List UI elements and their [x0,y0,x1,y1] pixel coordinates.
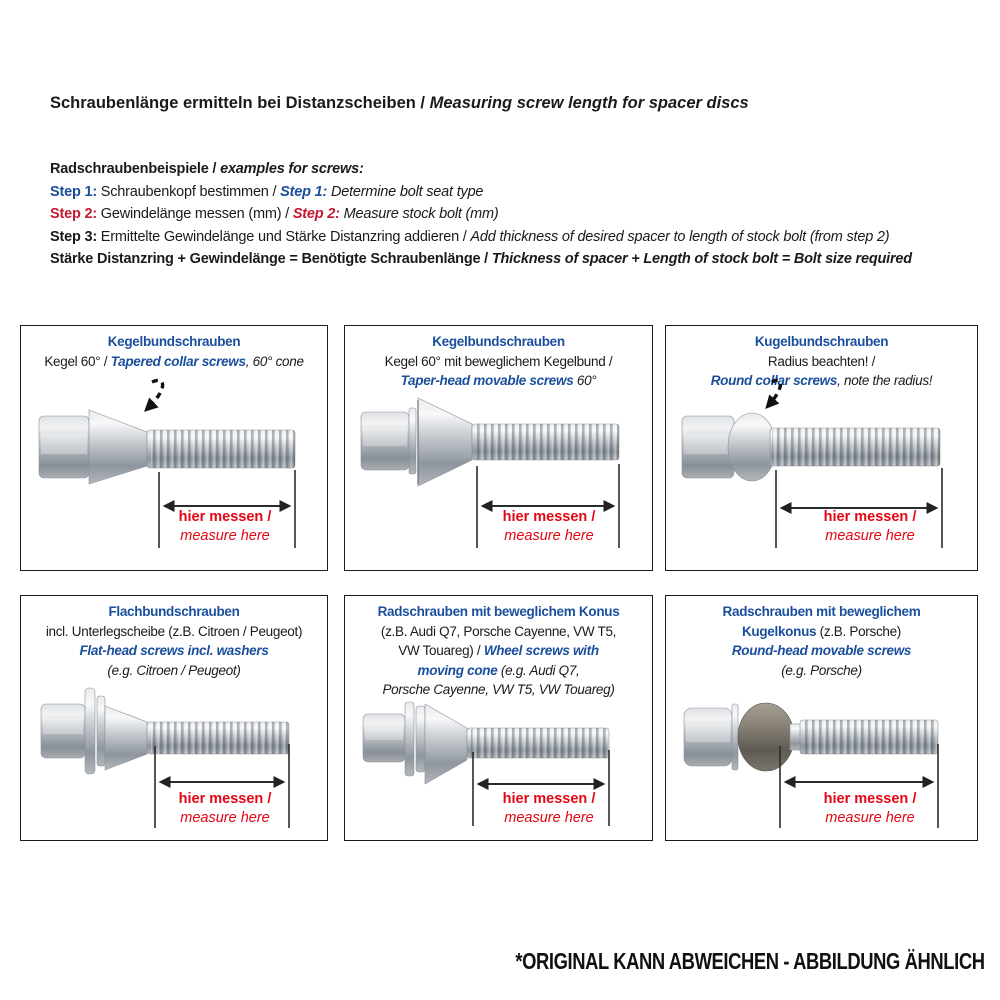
panel-header: Flachbundschrauben incl. Unterlegscheibe (z.B. Citroen / Peugeot) Flat-head screws incl. washers (e.g. Citroen / Peugeot) [45,604,303,678]
measure-label-de: hier messen / [178,791,272,807]
measure-label-de: hier messen / [178,509,272,525]
panel-flat-head-washer [20,595,328,841]
measure-label [139,508,311,546]
measure-label-de: hier messen / [502,791,596,807]
measure-label-en: measure here [180,528,270,544]
measure-label-en: measure here [825,810,915,826]
panel-tapered-collar [20,325,328,571]
measure-label-de: hier messen / [823,509,917,525]
measure-label-en: measure here [504,528,594,544]
panel-header: Kegelbundschrauben Kegel 60° / Tapered collar screws, 60° cone [44,334,304,369]
cone-pointer-arrow-icon [147,380,163,409]
panel-round-collar [665,325,978,571]
measure-label [463,790,635,828]
panel-taper-head-movable [344,325,653,571]
measure-label [463,508,635,546]
measure-label-en: measure here [825,528,915,544]
instructions-block: Radschraubenbeispiele / examples for screws: Step 1: Schraubenkopf bestimmen / Step 1: Determine bolt seat type Step 2: Gewindelänge messen (mm) / Step 2: Measure stock bolt (mm) Step 3: Ermittelte Gewindelänge und Stärke Distanzring addieren / Add thickness of desired spacer to length of stock bolt (from step 2) Stärke Distanzring + Gewindelänge = Benötigte Schraubenlänge / Thickness of spacer + Length of stock bolt = Bolt size required [50,161,912,268]
page-title: Schraubenlänge ermitteln bei Distanzscheiben / Measuring screw length for spacer discs [50,94,749,112]
panel-header: Kegelbundschrauben Kegel 60° mit beweglichem Kegelbund / Taper-head movable screws 60° [384,334,613,388]
measure-label [139,790,311,828]
panel-moving-cone [344,595,653,841]
measure-label-en: measure here [180,810,270,826]
disclaimer-note: *ORIGINAL KANN ABWEICHEN - ABBILDUNG ÄHNLICH [515,948,985,974]
measure-label-en: measure here [504,810,594,826]
measure-label [784,790,956,828]
measure-label-de: hier messen / [502,509,596,525]
measure-label [784,508,956,546]
panel-round-head-movable [665,595,978,841]
measure-label-de: hier messen / [823,791,917,807]
panel-header: Radschrauben mit beweglichem Konus (z.B. Audi Q7, Porsche Cayenne, VW T5, VW Touareg) / Wheel screws with moving cone (e.g. Audi Q7, Porsche Cayenne, VW T5, VW Touareg) [377,604,620,697]
radius-pointer-arrow-icon [768,380,781,406]
panel-header: Kugelbundschrauben Radius beachten! / Round collar screws, note the radius! [710,334,933,388]
panel-header: Radschrauben mit beweglichem Kugelkonus (z.B. Porsche) Round-head movable screws (e.g. Porsche) [722,604,921,678]
